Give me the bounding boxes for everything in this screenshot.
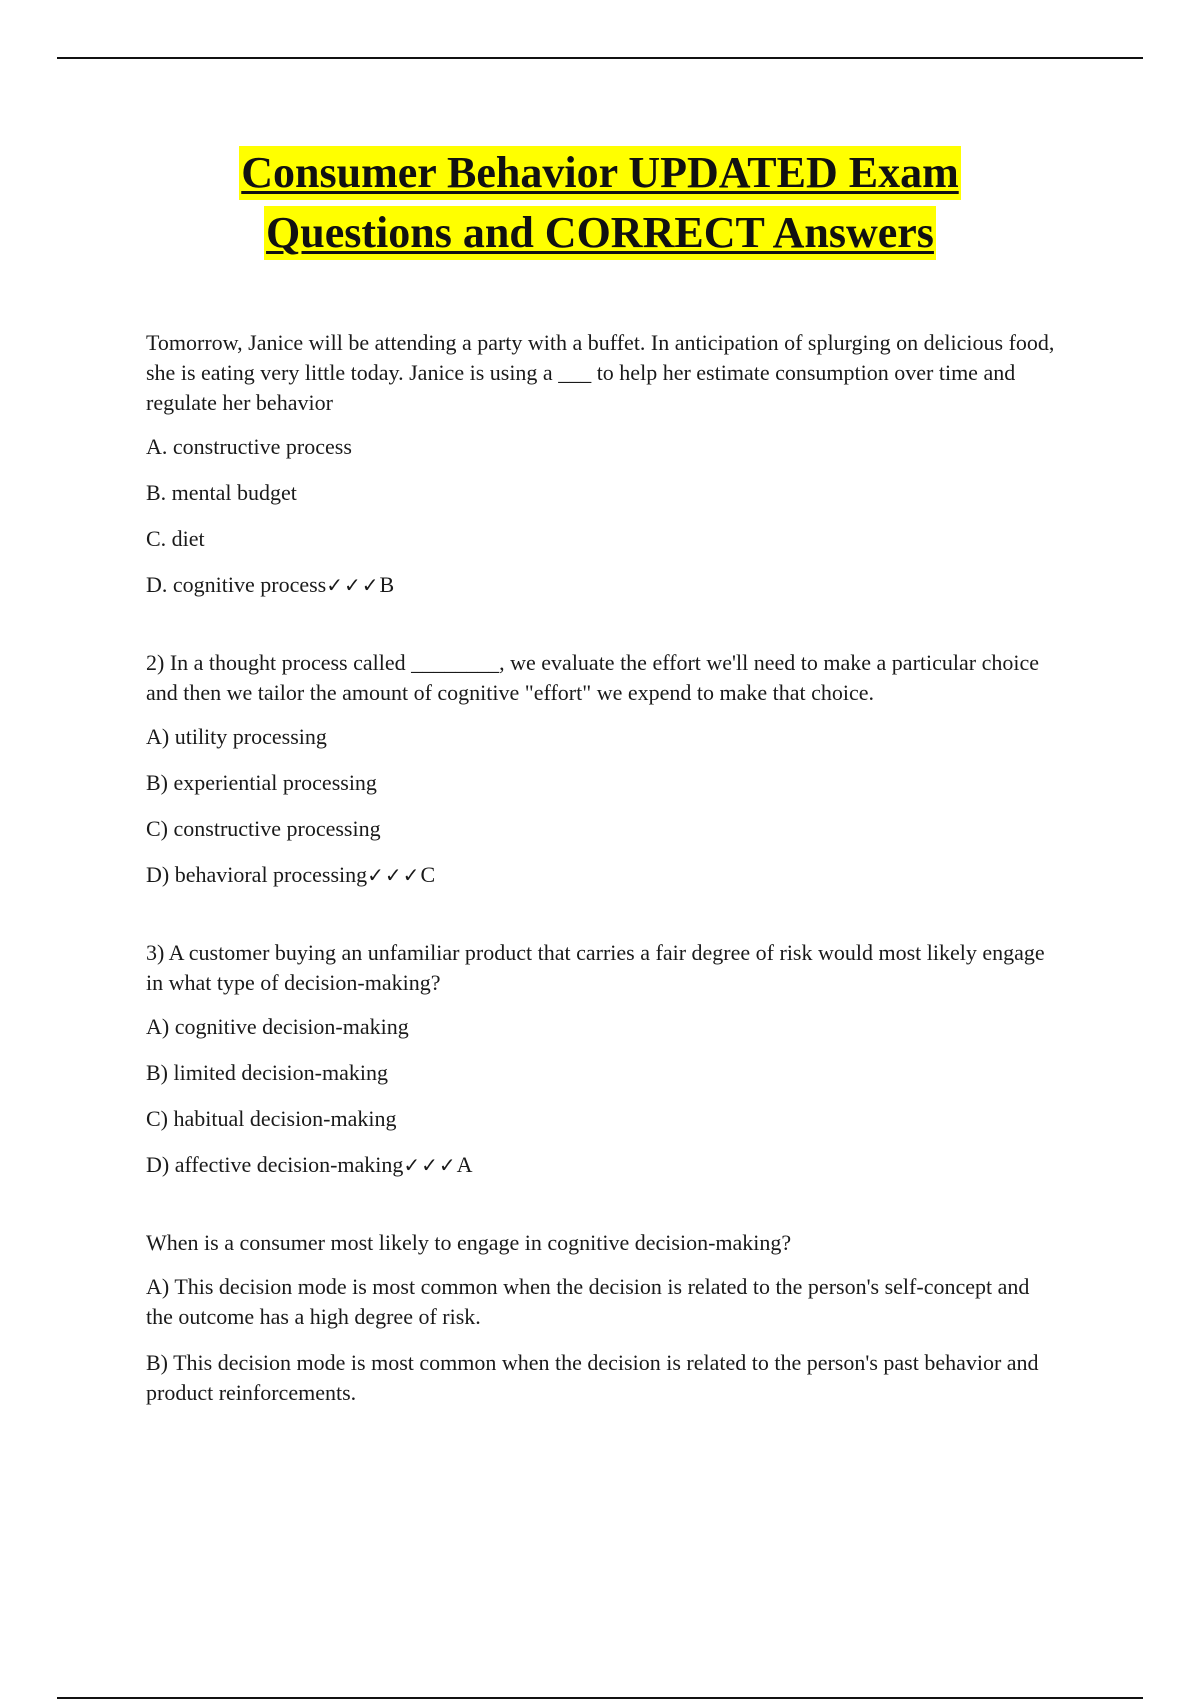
option-b: B) limited decision-making [146,1060,388,1085]
question-text: When is a consumer most likely to engage in cognitive decision-making? [146,1230,792,1255]
option-d: D) affective decision-making [146,1152,404,1177]
option-d-with-answer [146,1150,1056,1180]
option-a: A) This decision mode is most common when the decision is related to the person's self-concept and the outcome has a high degree of risk. [146,1274,1030,1329]
question-list [146,328,1056,1456]
option-c: C. diet [146,526,205,551]
title-line-2: Questions and CORRECT Answers [264,206,936,260]
option-b: B. mental budget [146,480,297,505]
question-block-4 [146,1228,1056,1408]
option-d: D) behavioral processing [146,862,368,887]
question-text: 2) In a thought process called ________, we evaluate the effort we'll need to make a particular choice and then we tailor the amount of cognitive "effort" we expend to make that choice. [146,650,1039,705]
option-d: D. cognitive process [146,572,327,597]
answer-letter: A [456,1152,473,1177]
option-d-with-answer [146,860,1056,890]
question-block-1 [146,328,1056,600]
top-rule [57,57,1143,59]
bottom-rule [57,1697,1143,1699]
option-a: A) cognitive decision-making [146,1014,409,1039]
question-text: 3) A customer buying an unfamiliar product that carries a fair degree of risk would most likely engage in what type of decision-making? [146,940,1045,995]
checkmark-icon: ✓✓✓ [403,1153,457,1177]
option-c: C) constructive processing [146,816,381,841]
document-title [0,146,1200,266]
option-b: B) This decision mode is most common when the decision is related to the person's past behavior and product reinforcements. [146,1350,1039,1405]
question-text: Tomorrow, Janice will be attending a party with a buffet. In anticipation of splurging on delicious food, she is eating very little today. Janice is using a ___ to help her estimate consumption over time and regulate her behavior [146,330,1055,415]
checkmark-icon: ✓✓✓ [326,573,380,597]
option-a: A. constructive process [146,434,352,459]
option-c: C) habitual decision-making [146,1106,397,1131]
checkmark-icon: ✓✓✓ [367,863,421,887]
option-b: B) experiential processing [146,770,377,795]
title-line-1: Consumer Behavior UPDATED Exam [239,146,960,200]
option-a: A) utility processing [146,724,327,749]
question-block-2 [146,648,1056,890]
answer-letter: C [420,862,436,887]
option-d-with-answer [146,570,1056,600]
question-block-3 [146,938,1056,1180]
answer-letter: B [379,572,395,597]
